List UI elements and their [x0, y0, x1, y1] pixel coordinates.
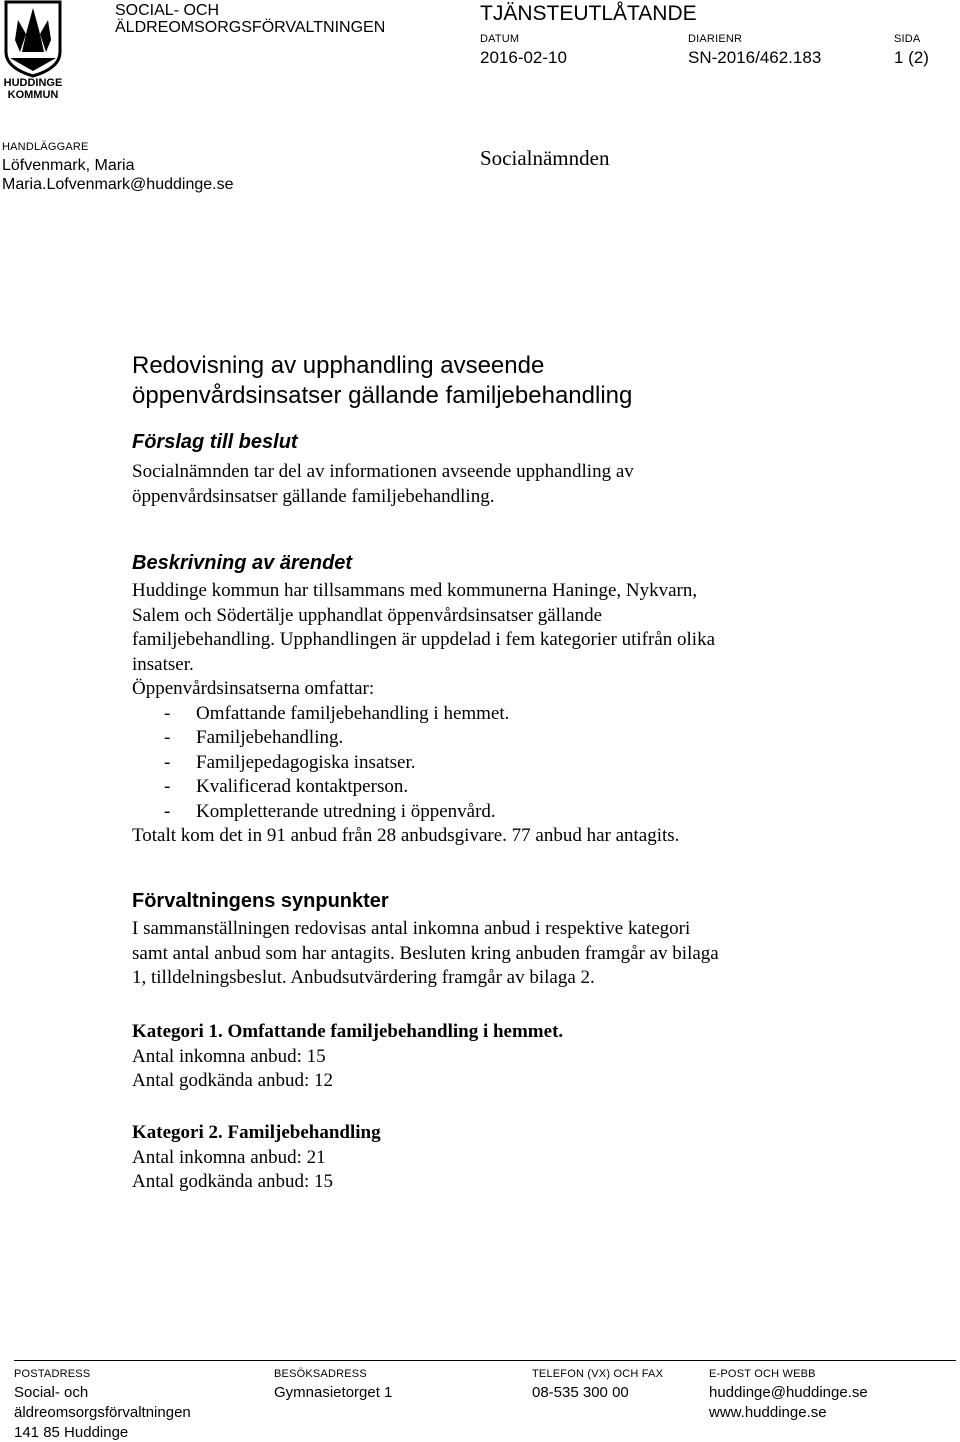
category-2-section — [132, 1121, 832, 1195]
org-name-line1: SOCIAL- OCH — [115, 2, 220, 19]
visiting-address-value: Gymnasietorget 1 — [274, 1384, 393, 1401]
paragraph-line: samt antal anbud som har antagits. Besluten kring anbuden framgår av bilaga — [132, 942, 719, 964]
paragraph-line: insatser. — [132, 653, 194, 675]
footer-email[interactable]: huddinge@huddinge.se — [709, 1384, 868, 1401]
total-bids-line: Totalt kom det in 91 anbud från 28 anbudsgivare. 77 anbud har antagits. — [132, 825, 680, 846]
svg-text:HUDDINGE: HUDDINGE — [3, 77, 63, 89]
list-item: - Kompletterande utredning i öppenvård. — [164, 800, 496, 822]
recipient: Socialnämnden — [480, 146, 610, 170]
description-section — [132, 550, 832, 849]
footer-website[interactable]: www.huddinge.se — [709, 1404, 827, 1421]
case-officer-name: Löfvenmark, Maria — [2, 157, 135, 174]
paragraph-line: Salem och Södertälje upphandlat öppenvårdsinsatser gällande — [132, 604, 603, 626]
paragraph-line: Öppenvårdsinsatserna omfattar: — [132, 678, 375, 699]
category-1-approved: Antal godkända anbud: 12 — [132, 1070, 334, 1091]
logo-crest-icon — [0, 0, 66, 100]
list-item: - Omfattande familjebehandling i hemmet. — [164, 702, 510, 724]
phone-number: 08-535 300 00 — [532, 1384, 629, 1401]
huddinge-kommun-logo — [0, 0, 66, 100]
footer-divider — [14, 1360, 956, 1361]
title-line: öppenvårdsinsatser gällande familjebehandling — [132, 382, 633, 409]
category-1-received: Antal inkomna anbud: 15 — [132, 1045, 326, 1067]
list-item: - Kvalificerad kontaktperson. — [164, 776, 409, 797]
paragraph-line: Socialnämnden tar del av informationen avseende upphandling av — [132, 461, 634, 482]
title-line: Redovisning av upphandling avseende — [132, 352, 545, 379]
category-1-section — [132, 1020, 832, 1094]
diary-number-value: SN-2016/462.183 — [688, 48, 822, 67]
postal-address-label: POSTADRESS — [14, 1368, 91, 1380]
proposal-section — [132, 429, 832, 509]
category-2-received: Antal inkomna anbud: 21 — [132, 1146, 326, 1168]
administration-views-heading: Förvaltningens synpunkter — [132, 890, 389, 912]
postal-address-line: 141 85 Huddinge — [14, 1424, 129, 1441]
case-officer-label: HANDLÄGGARE — [2, 141, 89, 153]
category-1-heading: Kategori 1. Omfattande familjebehandling i hemmet. — [132, 1021, 564, 1042]
paragraph-line: familjebehandling. Upphandlingen är uppdelad i fem kategorier utifrån olika — [132, 629, 715, 650]
phone-fax-label: TELEFON (VX) OCH FAX — [532, 1368, 664, 1380]
proposal-heading: Förslag till beslut — [132, 431, 298, 453]
postal-address-line: äldreomsorgsförvaltningen — [14, 1404, 191, 1421]
page-label: SIDA — [894, 33, 921, 45]
paragraph-line: 1, tilldelningsbeslut. Anbudsutvärdering framgår av bilaga 2. — [132, 967, 595, 988]
category-2-heading: Kategori 2. Familjebehandling — [132, 1122, 381, 1143]
visiting-address-label: BESÖKSADRESS — [274, 1368, 367, 1380]
date-value: 2016-02-10 — [480, 48, 567, 67]
administration-views-section — [132, 888, 832, 991]
diary-number-label: DIARIENR — [688, 33, 743, 45]
list-item: - Familjepedagogiska insatser. — [164, 751, 416, 773]
description-heading: Beskrivning av ärendet — [132, 552, 353, 574]
email-web-label: E-POST OCH WEBB — [709, 1368, 816, 1380]
svg-text:KOMMUN: KOMMUN — [7, 89, 59, 100]
postal-address-line: Social- och — [14, 1384, 89, 1401]
date-label: DATUM — [480, 33, 520, 45]
paragraph-line: I sammanställningen redovisas antal inkomna anbud i respektive kategori — [132, 918, 691, 939]
org-name-line2: ÄLDREOMSORGSFÖRVALTNINGEN — [115, 19, 386, 36]
case-officer-email[interactable]: Maria.Lofvenmark@huddinge.se — [2, 176, 234, 193]
paragraph-line: öppenvårdsinsatser gällande familjebehandling. — [132, 485, 495, 507]
list-item: - Familjebehandling. — [164, 727, 344, 748]
page-number: 1 (2) — [894, 48, 929, 67]
category-2-approved: Antal godkända anbud: 15 — [132, 1171, 334, 1192]
document-title — [132, 351, 892, 411]
document-type: TJÄNSTEUTLÅTANDE — [480, 2, 697, 25]
paragraph-line: Huddinge kommun har tillsammans med kommunerna Haninge, Nykvarn, — [132, 580, 698, 601]
